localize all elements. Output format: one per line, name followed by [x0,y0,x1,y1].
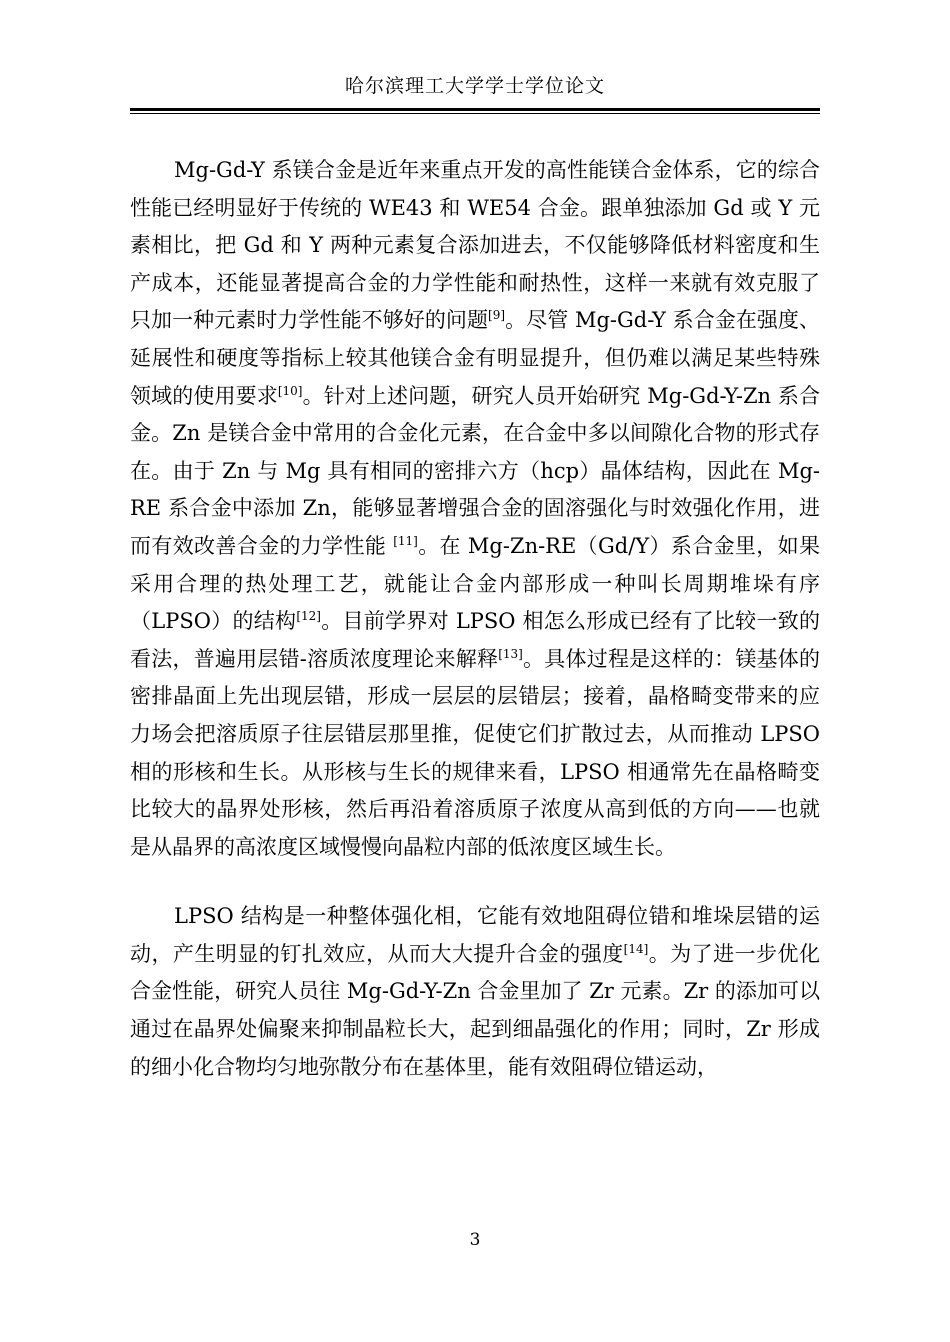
citation-13: [13] [498,646,523,661]
citation-10: [10] [277,383,303,398]
text-run: 。尽管 Mg-Gd-Y 系合金在强度、延展性和硬度等指标上较其他镁合金有明显提升，但仍难以满足某些特殊领域的使用要求 [130,308,820,408]
text-run: 。在 Mg-Zn-RE（Gd/Y）系合金里，如果采用合理的热处理工艺，就能让合金内部形成一种叫长周期堆垛有序（LPSO）的结构 [130,533,820,634]
text-run: 。针对上述问题，研究人员开始研究 Mg-Gd-Y-Zn 系合金。Zn 是镁合金中常用的合金化元素，在合金中多以间隙化合物的形式存在。由于 Zn 与 Mg 具有相同的密排六方（hcp）晶体结构，因此在 Mg-RE 系合金中添加 Zn，能够显著增强合金的固溶强化与时效强化作用，进而有效改善合金的力学性能 [130,383,820,558]
citation-9: [9] [488,308,506,323]
header-rule-thin [130,113,820,114]
citation-11: [11] [393,533,418,548]
text-run: Mg-Gd-Y 系镁合金是近年来重点开发的高性能镁合金体系，它的综合性能已经明显好于传统的 WE43 和 WE54 合金。跟单独添加 Gd 或 Y 元素相比，把 Gd 和 Y 两种元素复合添加进去，不仅能够降低材料密度和生产成本，还能显著提高合金的力学性能和耐热性，这样一来就有效克服了只加一种元素时力学性能不够好的问题 [130,158,820,333]
text-run: LPSO 结构是一种整体强化相，它能有效地阻碍位错和堆垛层错的运动，产生明显的钉扎效应，从而大大提升合金的强度 [130,904,820,966]
header-rule-thick [130,108,820,111]
citation-12: [12] [296,609,321,624]
running-header: 哈尔滨理工大学学士学位论文 [344,75,605,97]
text-run: 。具体过程是这样的：镁基体的密排晶面上先出现层错，形成一层层的层错层；接着，晶格畸变带来的应力场会把溶质原子往层错层那里推，促使它们扩散过去，从而推动 LPSO 相的形核和生长。从形核与生长的规律来看，LPSO 相通常先在晶格畸变比较大的晶界处形核，然后再沿着溶质原子浓度从高到低的方向——也就是从晶界的高浓度区域慢慢向晶粒内部的低浓度区域生长。 [130,646,820,859]
paragraph-2 [130,898,820,1086]
body-text [130,152,820,1086]
citation-14: [14] [623,941,649,956]
text-run: 。目前学界对 LPSO 相怎么形成已经有了比较一致的看法，普遍用层错-溶质浓度理论来解释 [130,609,820,671]
paragraph-1 [130,152,820,866]
page-number: 3 [469,1230,481,1250]
text-run: 。为了进一步优化合金性能，研究人员往 Mg-Gd-Y-Zn 合金里加了 Zr 元素。Zr 的添加可以通过在晶界处偏聚来抑制晶粒长大，起到细晶强化的作用；同时，Zr 形成的细小化合物均匀地弥散分布在基体里，能有效阻碍位错运动， [130,941,821,1079]
